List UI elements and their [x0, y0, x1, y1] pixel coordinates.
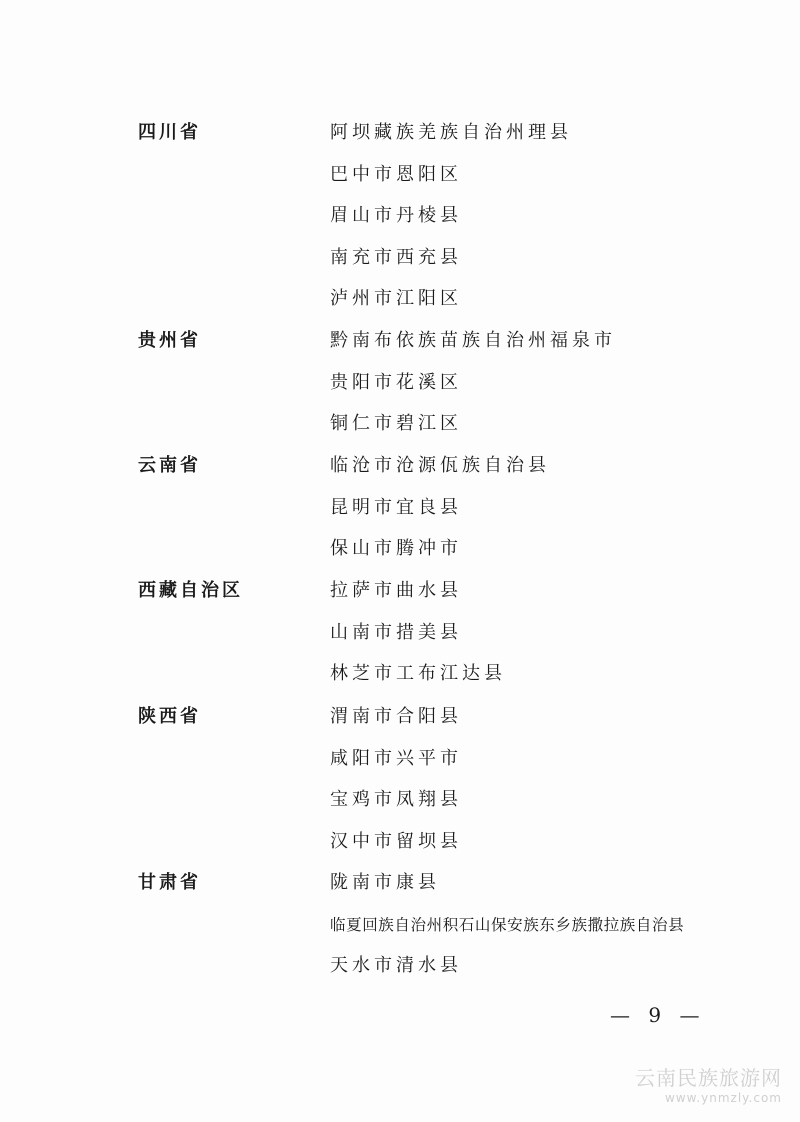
county-item: 渭南市合阳县	[330, 706, 462, 727]
province-name: 陕西省	[138, 706, 201, 727]
county-item: 临夏回族自治州积石山保安族东乡族撒拉族自治县	[330, 915, 685, 934]
county-item: 汉中市留坝县	[330, 830, 462, 852]
province-name: 甘肃省	[138, 872, 201, 893]
province-name: 四川省	[138, 122, 201, 143]
county-item: 黔南布依族苗族自治州福泉市	[330, 330, 616, 351]
county-item: 保山市腾冲市	[330, 538, 462, 560]
county-list	[330, 580, 506, 705]
watermark	[635, 1066, 782, 1106]
county-item: 铜仁市碧江区	[330, 413, 462, 435]
county-list	[330, 330, 616, 455]
province-name: 西藏自治区	[138, 580, 243, 601]
county-item: 林芝市工布江达县	[330, 663, 506, 685]
page-number: — 9 —	[610, 1003, 706, 1027]
county-list	[330, 872, 684, 997]
county-item: 泸州市江阳区	[330, 288, 462, 310]
province-name: 云南省	[138, 455, 201, 476]
county-item: 拉萨市曲水县	[330, 580, 462, 601]
county-item: 阿坝藏族羌族自治州理县	[330, 122, 572, 143]
county-item: 眉山市丹棱县	[330, 205, 462, 227]
county-item: 天水市清水县	[330, 955, 462, 977]
province-name: 贵州省	[138, 330, 201, 351]
county-item: 巴中市恩阳区	[330, 163, 462, 185]
county-list	[330, 455, 550, 580]
county-item: 昆明市宜良县	[330, 496, 462, 518]
county-item: 临沧市沧源佤族自治县	[330, 455, 550, 476]
county-item: 宝鸡市凤翔县	[330, 789, 462, 811]
county-list	[330, 122, 572, 330]
county-list	[330, 706, 462, 872]
watermark-title: 云南民族旅游网	[635, 1066, 782, 1090]
county-item: 贵阳市花溪区	[330, 371, 462, 393]
county-item: 咸阳市兴平市	[330, 747, 462, 769]
county-item: 山南市措美县	[330, 621, 462, 643]
watermark-url: www.ynmzly.com	[664, 1091, 782, 1105]
county-item: 陇南市康县	[330, 872, 440, 893]
county-item: 南充市西充县	[330, 246, 462, 268]
